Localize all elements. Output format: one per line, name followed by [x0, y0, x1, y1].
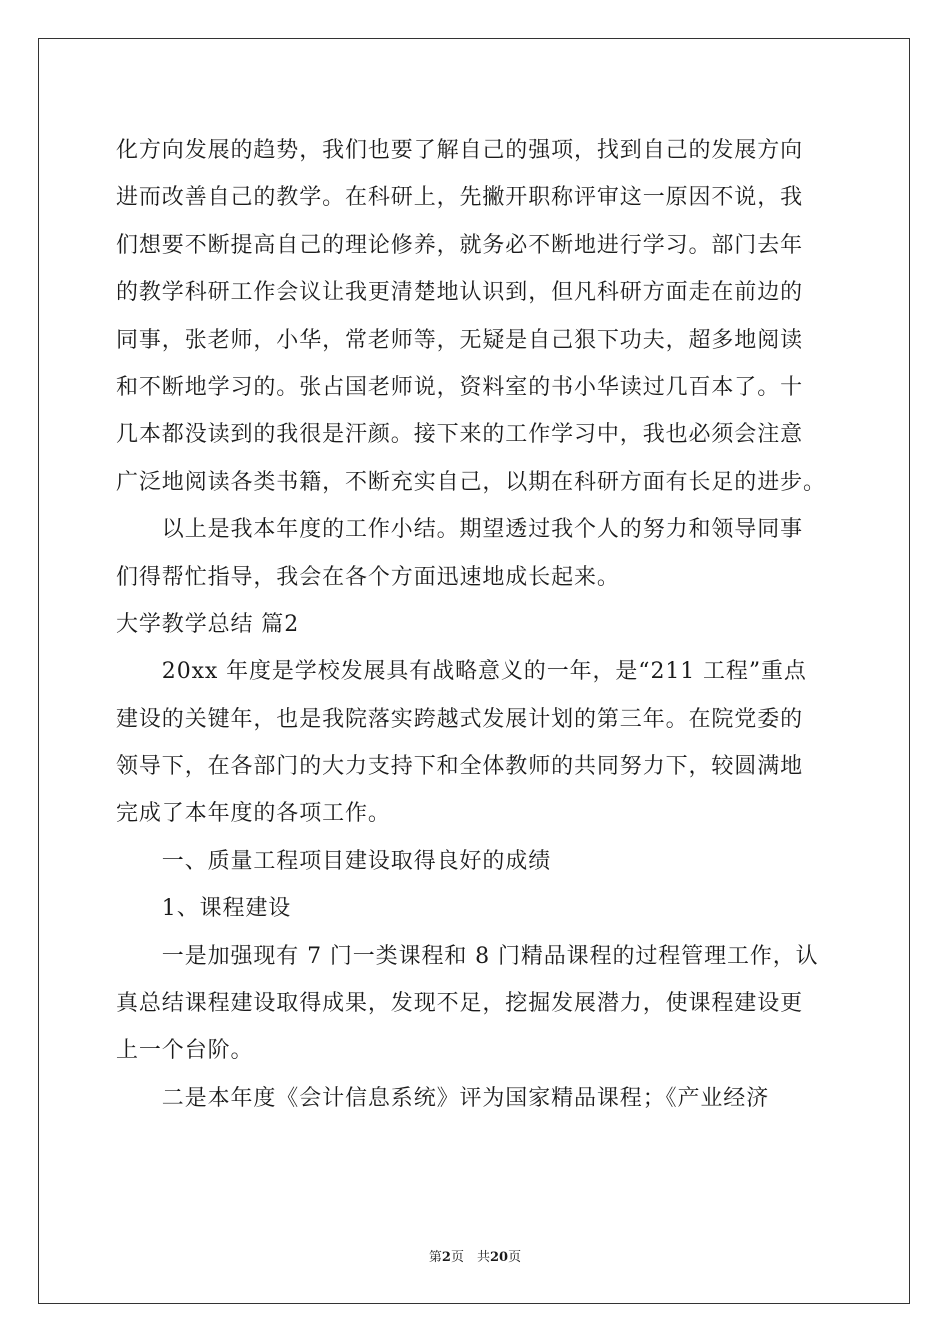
subheading: 1、课程建设 — [116, 896, 292, 922]
text-line: 进而改善自己的教学。在科研上，先撇开职称评审这一原因不说，我 — [116, 185, 804, 211]
text-line: 和不断地学习的。张占国老师说，资料室的书小华读过几百本了。十 — [116, 374, 804, 400]
text-line: 化方向发展的趋势，我们也要了解自己的强项，找到自己的发展方向 — [116, 138, 804, 163]
text-line: 建设的关键年，也是我院落实跨越式发展计划的第三年。在院党委的 — [116, 706, 804, 732]
text-line: 上一个台阶。 — [116, 1038, 254, 1064]
text-line: 真总结课程建设取得成果，发现不足，挖掘发展潜力，使课程建设更 — [116, 991, 804, 1017]
text-line: 们想要不断提高自己的理论修养，就务必不断地进行学习。部门去年 — [116, 232, 804, 258]
text-line: 20xx 年度是学校发展具有战略意义的一年，是“211 工程”重点 — [116, 659, 807, 685]
text-line: 一是加强现有 7 门一类课程和 8 门精品课程的过程管理工作，认 — [116, 943, 819, 969]
page-suffix: 页 — [508, 1250, 522, 1265]
text-line: 以上是我本年度的工作小结。期望透过我个人的努力和领导同事 — [116, 517, 804, 543]
text-line: 的教学科研工作会议让我更清楚地认识到，但凡科研方面走在前边的 — [116, 280, 804, 306]
section-heading: 大学教学总结 篇2 — [116, 611, 300, 637]
page-mid: 页 共 — [450, 1250, 490, 1265]
page-total: 20 — [489, 1250, 509, 1265]
text-line: 广泛地阅读各类书籍，不断充实自己，以期在科研方面有长足的进步。 — [116, 469, 826, 495]
text-line: 们得帮忙指导，我会在各个方面迅速地成长起来。 — [116, 564, 620, 590]
text-line: 二是本年度《会计信息系统》评为国家精品课程；《产业经济 — [116, 1085, 770, 1111]
text-line: 几本都没读到的我很是汗颜。接下来的工作学习中，我也必须会注意 — [116, 422, 804, 448]
subheading: 一、质量工程项目建设取得良好的成绩 — [116, 848, 552, 874]
page-prefix: 第 — [428, 1250, 442, 1265]
page-current: 2 — [441, 1250, 451, 1265]
document-body — [116, 127, 836, 1122]
page-footer — [0, 1246, 950, 1265]
text-line: 完成了本年度的各项工作。 — [116, 801, 391, 827]
text-line: 同事，张老师，小华，常老师等，无疑是自己狠下功夫，超多地阅读 — [116, 327, 804, 353]
text-line: 领导下，在各部门的大力支持下和全体教师的共同努力下，较圆满地 — [116, 754, 804, 780]
